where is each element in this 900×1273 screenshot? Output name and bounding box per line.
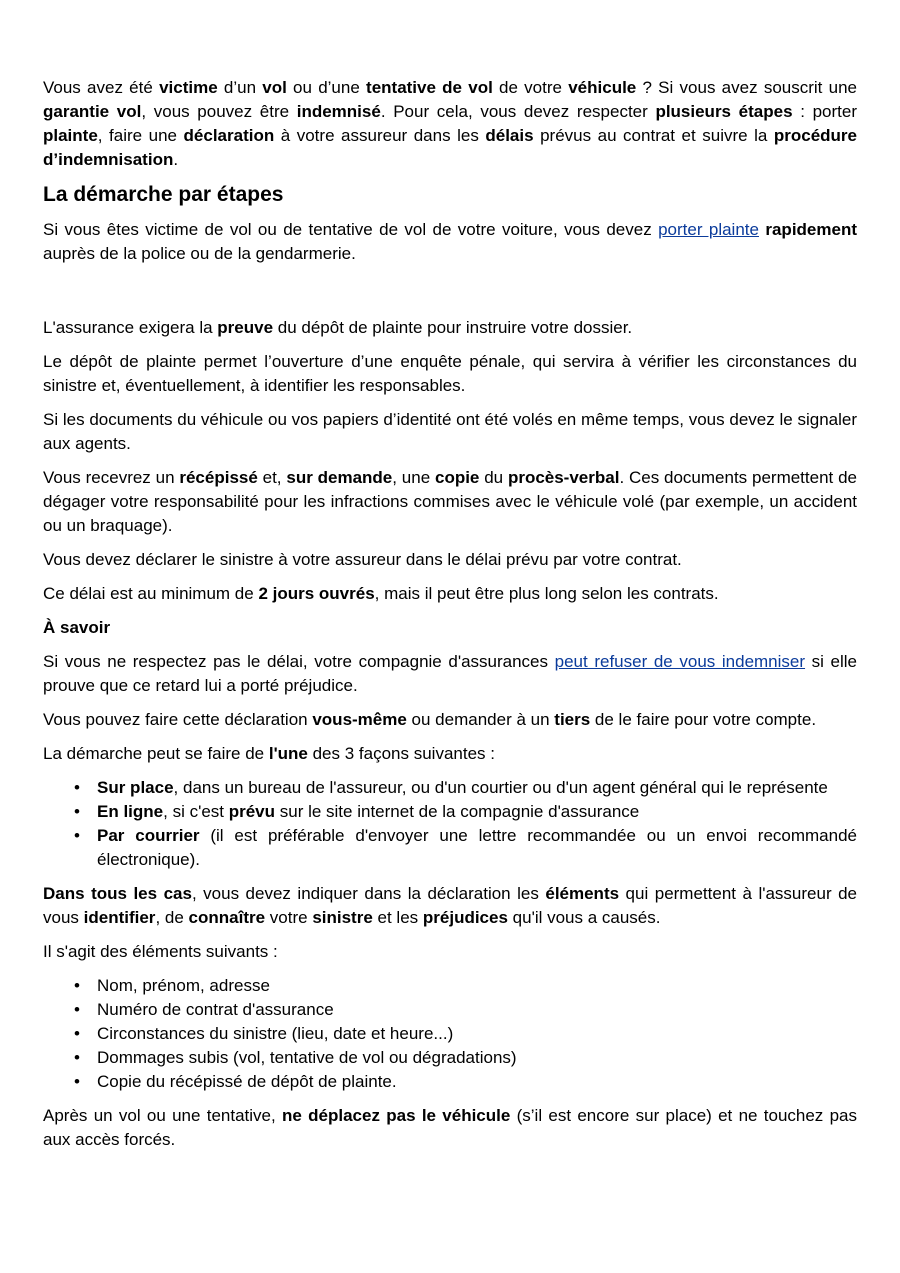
- list-item: • Copie du récépissé de dépôt de plainte.: [43, 1070, 857, 1094]
- complaint-paragraph: Si vous êtes victime de vol ou de tentative de vol de votre voiture, vous devez porter plainte rapidement auprès de la police ou de la gendarmerie.: [43, 220, 857, 263]
- list-item: • Dommages subis (vol, tentative de vol ou dégradations): [43, 1046, 857, 1070]
- who-paragraph: Vous pouvez faire cette déclaration vous-même ou demander à un tiers de le faire pour votre compte.: [43, 710, 817, 729]
- all-cases-paragraph: Dans tous les cas, vous devez indiquer dans la déclaration les éléments qui permettent à l'assureur de vous identifier, de connaître votre sinistre et les préjudices qu'il vous a causés.: [43, 884, 858, 927]
- ways-list: [43, 776, 857, 872]
- list-item: • Numéro de contrat d'assurance: [43, 998, 857, 1022]
- list-item: • Par courrier (il est préférable d'envoyer une lettre recommandée ou un envoi recommandé électronique).: [43, 824, 857, 872]
- section-heading: La démarche par étapes: [43, 183, 284, 206]
- spacer: [43, 276, 857, 316]
- ways-intro: La démarche peut se faire de l'une des 3 façons suivantes :: [43, 744, 495, 763]
- intro-paragraph: Vous avez été victime d’un vol ou d’une tentative de vol de votre véhicule ? Si vous avez souscrit une garantie vol, vous pouvez être indemnisé. Pour cela, vous devez respecter plusieurs étapes : porter plainte, faire une déclaration à votre assureur dans les délais prévus au contrat et suivre la procédure d’indemnisation.: [43, 78, 858, 169]
- documents-paragraph: Si les documents du véhicule ou vos papiers d’identité ont été volés en même temps, vous devez le signaler aux agents.: [43, 410, 857, 453]
- note-title: À savoir: [43, 618, 111, 637]
- receipt-paragraph: Vous recevrez un récépissé et, sur demande, une copie du procès-verbal. Ces documents permettent de dégager votre responsabilité pour les infractions commises avec le véhicule volé (par exemple, un accident ou un braquage).: [43, 468, 857, 535]
- elements-intro: Il s'agit des éléments suivants :: [43, 942, 278, 961]
- declare-paragraph: Vous devez déclarer le sinistre à votre assureur dans le délai prévu par votre contrat.: [43, 550, 682, 569]
- refuse-indemnify-link[interactable]: peut refuser de vous indemniser: [554, 652, 806, 671]
- elements-list: [43, 974, 857, 1094]
- after-paragraph: Après un vol ou une tentative, ne déplacez pas le véhicule (s’il est encore sur place) et ne touchez pas aux accès forcés.: [43, 1106, 857, 1149]
- document-body: [43, 76, 857, 1162]
- list-item: • En ligne, si c'est prévu sur le site internet de la compagnie d'assurance: [43, 800, 857, 824]
- list-item: • Sur place, dans un bureau de l'assureur, ou d'un courtier ou d'un agent général qui le représente: [43, 776, 857, 800]
- delay-paragraph: Ce délai est au minimum de 2 jours ouvrés, mais il peut être plus long selon les contrats.: [43, 584, 719, 603]
- list-item: • Nom, prénom, adresse: [43, 974, 857, 998]
- investigation-paragraph: Le dépôt de plainte permet l’ouverture d’une enquête pénale, qui servira à vérifier les circonstances du sinistre et, éventuellement, à identifier les responsables.: [43, 352, 857, 395]
- list-item: • Circonstances du sinistre (lieu, date et heure...): [43, 1022, 857, 1046]
- note-paragraph: Si vous ne respectez pas le délai, votre compagnie d'assurances peut refuser de vous indemniser si elle prouve que ce retard lui a porté préjudice.: [43, 652, 858, 695]
- porter-plainte-link[interactable]: porter plainte: [658, 220, 759, 239]
- proof-paragraph: L'assurance exigera la preuve du dépôt de plainte pour instruire votre dossier.: [43, 318, 633, 337]
